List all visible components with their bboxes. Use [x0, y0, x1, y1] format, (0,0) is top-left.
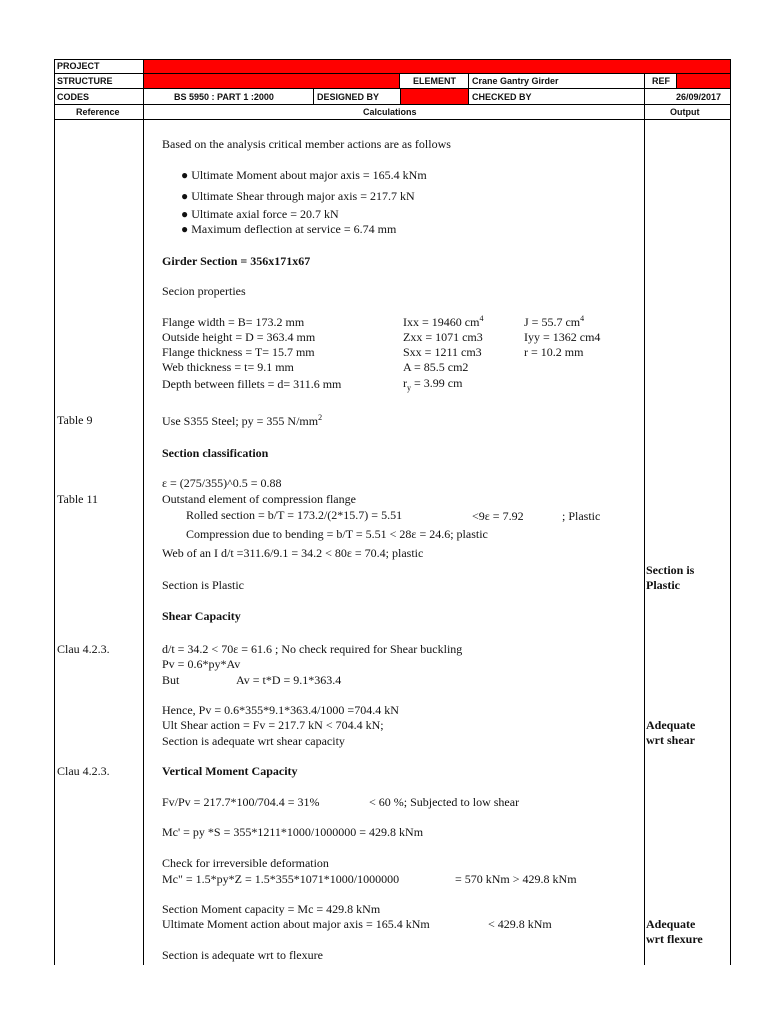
- project-value-redacted: [143, 59, 731, 74]
- left-border: [54, 120, 55, 965]
- rolled-limit: <9ε = 7.92: [472, 509, 524, 523]
- classification-title: Section classification: [162, 446, 269, 460]
- shear-adequate: Section is adequate wrt shear capacity: [162, 734, 345, 748]
- pv-formula: Pv = 0.6*py*Av: [162, 657, 241, 671]
- girder-section-title: Girder Section = 356x171x67: [162, 254, 311, 268]
- prop-depth-fillets: Depth between fillets = d= 311.6 mm: [162, 377, 342, 391]
- col-calculations: Calculations: [363, 107, 417, 117]
- col-output: Output: [670, 107, 700, 117]
- moment-capacity: Section Moment capacity = Mc = 429.8 kNm: [162, 902, 381, 916]
- prop-j-sup: 4: [580, 314, 585, 323]
- fv-pv-ratio: Fv/Pv = 217.7*100/704.4 = 31%: [162, 795, 320, 809]
- low-shear: < 60 %; Subjected to low shear: [369, 795, 520, 809]
- ult-shear: Ult Shear action = Fv = 217.7 kN < 704.4 kN;: [162, 718, 384, 732]
- structure-label: STRUCTURE: [57, 76, 113, 86]
- ult-moment-compare: < 429.8 kNm: [488, 917, 552, 931]
- date-value: 26/09/2017: [676, 92, 722, 102]
- col-reference: Reference: [76, 107, 120, 117]
- prop-flange-thickness: Flange thickness = T= 15.7 mm: [162, 345, 315, 359]
- epsilon-calc: ε = (275/355)^0.5 = 0.88: [162, 476, 282, 490]
- bullet-deflection: ● Maximum deflection at service = 6.74 mm: [181, 222, 397, 236]
- steel-grade-sup: 2: [318, 413, 323, 422]
- flexure-adequate: Section is adequate wrt to flexure: [162, 948, 323, 962]
- prop-ixx: [403, 315, 483, 329]
- output-plastic-line2: Plastic: [646, 578, 680, 592]
- av-formula: Av = t*D = 9.1*363.4: [236, 673, 342, 687]
- rolled-section: Rolled section = b/T = 173.2/(2*15.7) = 5.51: [186, 508, 403, 522]
- shear-buckling: d/t = 34.2 < 70ε = 61.6 ; No check required for Shear buckling: [162, 642, 463, 656]
- prop-r: r = 10.2 mm: [524, 345, 584, 359]
- output-plastic-line1: Section is: [646, 563, 695, 577]
- outstand-text: Outstand element of compression flange: [162, 492, 356, 506]
- prop-j-text: J = 55.7 cm: [524, 315, 581, 329]
- ult-moment: Ultimate Moment action about major axis = 165.4 kNm: [162, 917, 430, 931]
- rolled-result: ; Plastic: [562, 509, 601, 523]
- ref-label: REF: [652, 76, 670, 86]
- steel-grade: [162, 414, 322, 428]
- but-text: But: [162, 673, 180, 687]
- section-plastic: Section is Plastic: [162, 578, 244, 592]
- prop-j: [524, 315, 584, 329]
- output-shear-line2: wrt shear: [646, 733, 695, 747]
- prop-flange-width: Flange width = B= 173.2 mm: [162, 315, 305, 329]
- mc-elastic-result: = 570 kNm > 429.8 kNm: [455, 872, 577, 886]
- prop-ixx-sup: 4: [479, 314, 484, 323]
- prop-ry: [403, 376, 463, 393]
- output-flexure-line1: Adequate: [646, 917, 696, 931]
- moment-title: Vertical Moment Capacity: [162, 764, 298, 778]
- structure-value-redacted: [143, 73, 400, 89]
- element-label: ELEMENT: [413, 76, 457, 86]
- mc-plastic: Mc' = py *S = 355*1211*1000/1000000 = 429.8 kNm: [162, 825, 424, 839]
- prop-ixx-text: Ixx = 19460 cm: [403, 315, 480, 329]
- prop-ry-sub: y: [407, 383, 411, 393]
- ref-clau-moment: Clau 4.2.3.: [57, 764, 110, 778]
- output-left-border: [644, 120, 645, 965]
- mc-elastic: Mc" = 1.5*py*Z = 1.5*355*1071*1000/1000000: [162, 872, 400, 886]
- compression-bending: Compression due to bending = b/T = 5.51 < 28ε = 24.6; plastic: [186, 527, 488, 541]
- shear-title: Shear Capacity: [162, 609, 241, 623]
- prop-sxx: Sxx = 1211 cm3: [403, 345, 482, 359]
- ref-table11: Table 11: [57, 492, 99, 506]
- codes-value: BS 5950 : PART 1 :2000: [174, 92, 274, 102]
- bullet-axial: ● Ultimate axial force = 20.7 kN: [181, 207, 339, 221]
- ref-table9: Table 9: [57, 413, 93, 427]
- ref-value-redacted: [676, 73, 731, 89]
- bullet-moment: ● Ultimate Moment about major axis = 165.4 kNm: [181, 168, 427, 182]
- prop-zxx: Zxx = 1071 cm3: [403, 330, 483, 344]
- prop-ry-rest: = 3.99 cm: [411, 376, 463, 390]
- hence-pv: Hence, Pv = 0.6*355*9.1*363.4/1000 =704.4 kN: [162, 703, 399, 717]
- web-classification: Web of an I d/t =311.6/9.1 = 34.2 < 80ε = 70.4; plastic: [162, 546, 424, 560]
- output-plastic: [646, 563, 694, 593]
- prop-outside-height: Outside height = D = 363.4 mm: [162, 330, 316, 344]
- prop-area: A = 85.5 cm2: [403, 360, 469, 374]
- checked-by-label: CHECKED BY: [472, 92, 532, 102]
- prop-iyy: Iyy = 1362 cm4: [524, 330, 601, 344]
- output-shear-line1: Adequate: [646, 718, 696, 732]
- right-border: [730, 120, 731, 965]
- calc-left-border: [143, 120, 144, 965]
- ref-clau-shear: Clau 4.2.3.: [57, 642, 110, 656]
- prop-ry-main: r: [403, 376, 407, 390]
- section-props-title: Secion properties: [162, 284, 246, 298]
- prop-web-thickness: Web thickness = t= 9.1 mm: [162, 360, 294, 374]
- output-shear: [646, 718, 695, 748]
- project-label: PROJECT: [57, 61, 100, 71]
- designed-by-redacted: [400, 88, 469, 105]
- bullet-shear: ● Ultimate Shear through major axis = 217.7 kN: [181, 189, 415, 203]
- steel-grade-text: Use S355 Steel; py = 355 N/mm: [162, 414, 319, 428]
- output-flexure: [646, 917, 703, 947]
- irreversible-check: Check for irreversible deformation: [162, 856, 329, 870]
- designed-by-label: DESIGNED BY: [317, 92, 380, 102]
- intro-text: Based on the analysis critical member actions are as follows: [162, 137, 451, 151]
- output-flexure-line2: wrt flexure: [646, 932, 703, 946]
- element-value: Crane Gantry Girder: [472, 76, 559, 86]
- codes-label: CODES: [57, 92, 90, 102]
